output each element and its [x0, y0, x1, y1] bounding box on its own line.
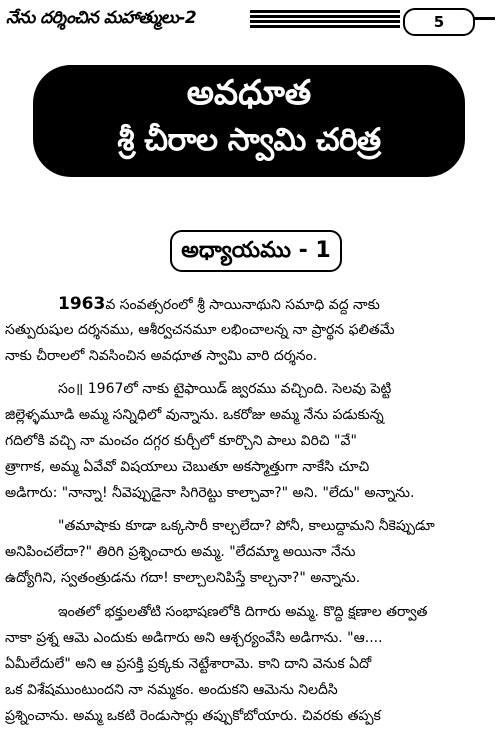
header-rule-right — [473, 17, 495, 20]
paragraph-line: నాకు చీరాలలో నివసించిన అవధూత స్వామి వారి దర్శనం. — [5, 348, 318, 364]
running-header-title: నేను దర్శించిన మహాత్ములు-2 — [6, 8, 197, 28]
paragraph-line: నాకా ప్రశ్న ఆమె ఎందుకు అడిగారు అని ఆశ్చర్యంవేసి అడిగాను. "ఆ.... — [5, 630, 383, 646]
paragraph-4 — [5, 599, 496, 729]
paragraph-2 — [5, 376, 496, 506]
paragraph-line: త్రాగాక, అమ్మ ఏవేవో విషయాలు చెబుతూ అకస్మాత్తుగా నాకేసి చూచి — [5, 459, 370, 475]
paragraph-line: "తమాషాకు కూడా ఒక్కసారీ కాల్చలేదా? పోనీ, కాలుద్దామని నీకెప్పుడూ — [58, 518, 435, 534]
paragraph-line: ఒక విశేషముంటుందని నా నమ్మకం. అందుకని ఆమెను నిలదీసి — [5, 682, 338, 698]
paragraph-line: సం॥ 1967లో నాకు టైఫాయిడ్ జ్వరము వచ్చింది. సెలవు పెట్టి — [58, 381, 392, 397]
title-line-2: శ్రీ చీరాల స్వామి చరిత్ర — [117, 122, 381, 158]
title-line-1: అవధూత — [186, 73, 312, 113]
paragraph-line: ప్రశ్నించాను. అమ్మ ఒకటి రెండుసార్లు తప్పుకోబోయారు. చివరకు తప్పక — [5, 708, 381, 724]
paragraph-line: ఏమీలేదులే" అని ఆ ప్రసక్తి ప్రక్కకు నెట్టేశారామె. కాని దాని వెనుక ఏదో — [5, 656, 372, 672]
paragraph-line: గదిలోకి వచ్చి నా మంచం దగ్గర కుర్చీలో కూర్చొని పాలు విరిచి "వే" — [5, 433, 357, 449]
page-number-badge: 5 — [403, 8, 475, 36]
paragraph-1 — [5, 291, 496, 369]
paragraph-line: అనిపించలేదా?" తిరిగి ప్రశ్నించారు అమ్మ. "లేదమ్మా అయినా నేను — [5, 544, 356, 560]
chapter-title-banner — [33, 65, 465, 177]
paragraph-line: సత్పురుషుల దర్శనము, ఆశీర్వచనమూ లభించాలన్న నా ప్రార్థన ఫలితమే — [5, 322, 395, 338]
paragraph-line: జిల్లెళ్ళమూడి అమ్మ సన్నిధిలో వున్నాను. ఒకరోజు అమ్మ నేను పడుకున్న — [5, 407, 384, 423]
header-rule-lines — [250, 10, 400, 30]
year-text: 1963 — [58, 294, 106, 314]
paragraph-line: 1963వ సంవత్సరంలో శ్రీ సాయినాథుని సమాధి వద్ద నాకు — [58, 294, 380, 314]
chapter-heading: అధ్యాయము - 1 — [170, 230, 342, 272]
paragraph-line: ఇంతలో భక్తులతోటి సంభాషణలోకి దిగారు అమ్మ. కొద్ది క్షణాల తర్వాత — [58, 604, 428, 620]
paragraph-3 — [5, 513, 496, 591]
paragraph-line: ఉద్యోగిని, స్వతంత్రుడను గదా! కాల్చాలనిపిస్తే కాల్చనా?" అన్నాను. — [5, 570, 361, 586]
paragraph-line: అడిగారు: "నాన్నా! నీవెప్పుడైనా సిగిరెట్టు కాల్చావా?" అని. "లేదు" అన్నాను. — [5, 485, 415, 501]
